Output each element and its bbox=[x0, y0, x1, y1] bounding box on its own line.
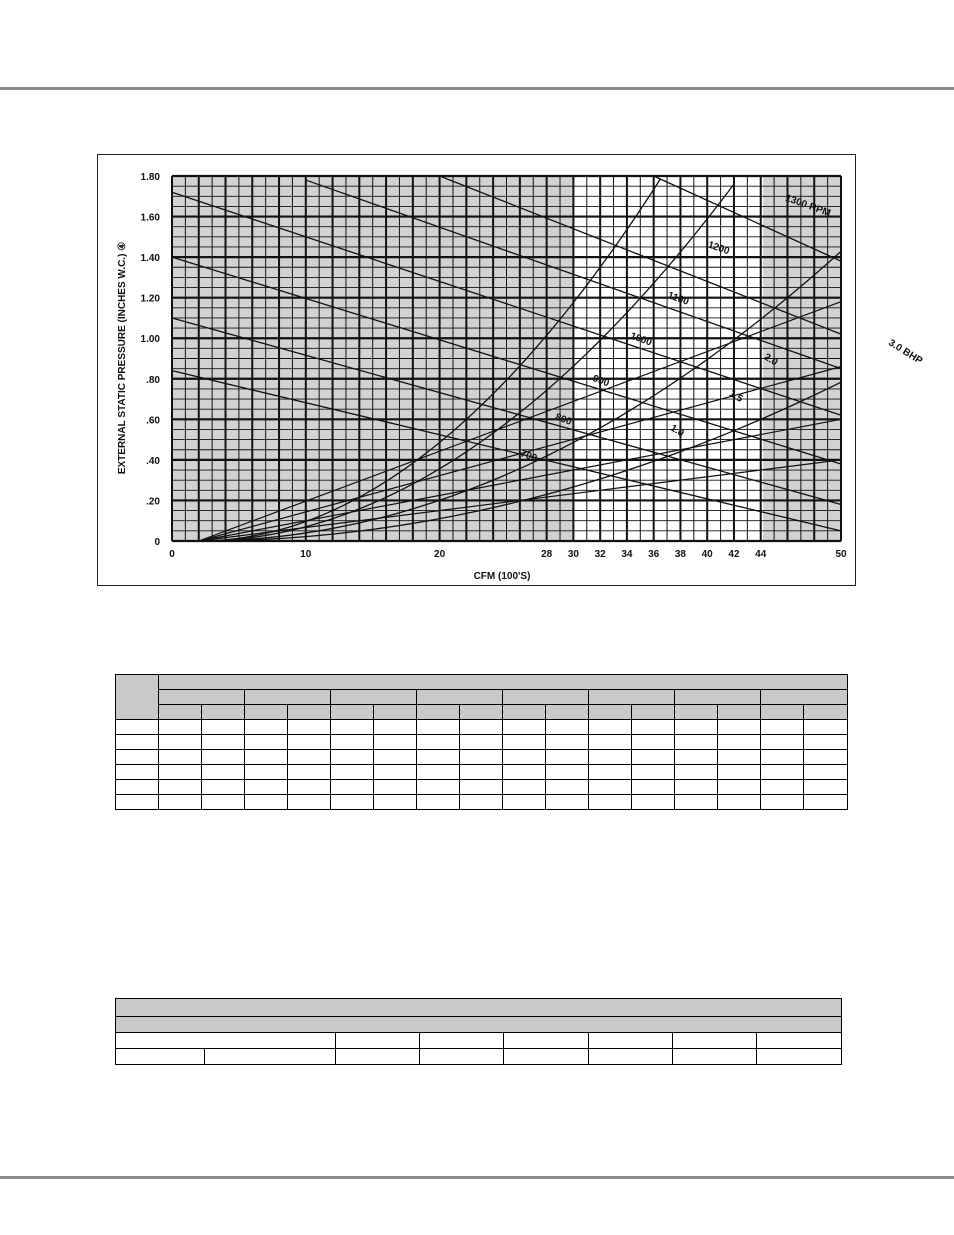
rpm-label: 900 bbox=[591, 373, 611, 390]
bhp-label: 1.5 bbox=[727, 388, 745, 405]
rpm-label: 700 bbox=[518, 448, 539, 465]
bhp-label: 1.0 bbox=[668, 422, 686, 440]
top-rule bbox=[0, 87, 954, 90]
y-tick-label: .80 bbox=[146, 374, 160, 386]
bottom-rule bbox=[0, 1176, 954, 1179]
x-tick-label: 32 bbox=[594, 549, 606, 560]
rpm-label: 1100 bbox=[666, 290, 691, 308]
table-two-subheader-row bbox=[116, 1017, 842, 1033]
table-row bbox=[116, 780, 848, 795]
rpm-label: 1200 bbox=[706, 239, 731, 258]
table-one-group-row bbox=[116, 690, 848, 705]
x-tick-label: 38 bbox=[674, 549, 687, 560]
table-row bbox=[116, 795, 848, 810]
x-axis-label: CFM (100'S) bbox=[473, 571, 531, 582]
y-tick-label: 1.80 bbox=[140, 172, 160, 183]
x-tick-label: 30 bbox=[567, 549, 579, 560]
table-row bbox=[116, 720, 848, 735]
performance-table bbox=[115, 674, 848, 810]
x-tick-label: 34 bbox=[621, 549, 633, 560]
y-tick-label: 1.00 bbox=[140, 334, 160, 346]
table-row bbox=[116, 1049, 842, 1065]
x-tick-label: 36 bbox=[648, 549, 660, 560]
y-tick-label: 0 bbox=[154, 537, 160, 548]
table-one-subheader-row bbox=[116, 705, 848, 720]
x-tick-label: 40 bbox=[701, 549, 713, 560]
x-tick-label: 10 bbox=[300, 549, 312, 560]
table-row bbox=[116, 735, 848, 750]
rpm-label: 1000 bbox=[628, 330, 654, 349]
y-axis-label: EXTERNAL STATIC PRESSURE (INCHES W.C.) ④ bbox=[117, 241, 128, 475]
y-tick-label: 1.60 bbox=[140, 212, 160, 224]
rpm-label: 800 bbox=[553, 411, 574, 428]
bhp-label: 2.0 bbox=[761, 351, 780, 369]
specification-table bbox=[115, 998, 842, 1065]
table-row bbox=[116, 765, 848, 780]
y-tick-label: 1.20 bbox=[140, 293, 160, 305]
table-one-header-row bbox=[116, 675, 848, 690]
x-tick-label: 28 bbox=[541, 549, 553, 560]
y-tick-label: .60 bbox=[146, 415, 160, 427]
table-row bbox=[116, 1033, 842, 1049]
rpm-label: 1300 RPM bbox=[783, 192, 832, 220]
x-tick-label: 0 bbox=[169, 549, 175, 560]
y-tick-label: .40 bbox=[146, 455, 160, 467]
chart-svg bbox=[98, 155, 925, 584]
fan-performance-chart bbox=[97, 154, 925, 586]
bhp-label: 3.0 BHP bbox=[886, 337, 925, 367]
x-tick-label: 42 bbox=[728, 549, 740, 560]
y-tick-label: 1.40 bbox=[140, 253, 160, 265]
x-tick-label: 20 bbox=[434, 549, 446, 560]
x-tick-label: 44 bbox=[755, 549, 767, 560]
y-tick-label: .20 bbox=[146, 496, 160, 508]
table-two-header-row bbox=[116, 999, 842, 1017]
table-row bbox=[116, 750, 848, 765]
x-tick-label: 50 bbox=[835, 549, 847, 560]
